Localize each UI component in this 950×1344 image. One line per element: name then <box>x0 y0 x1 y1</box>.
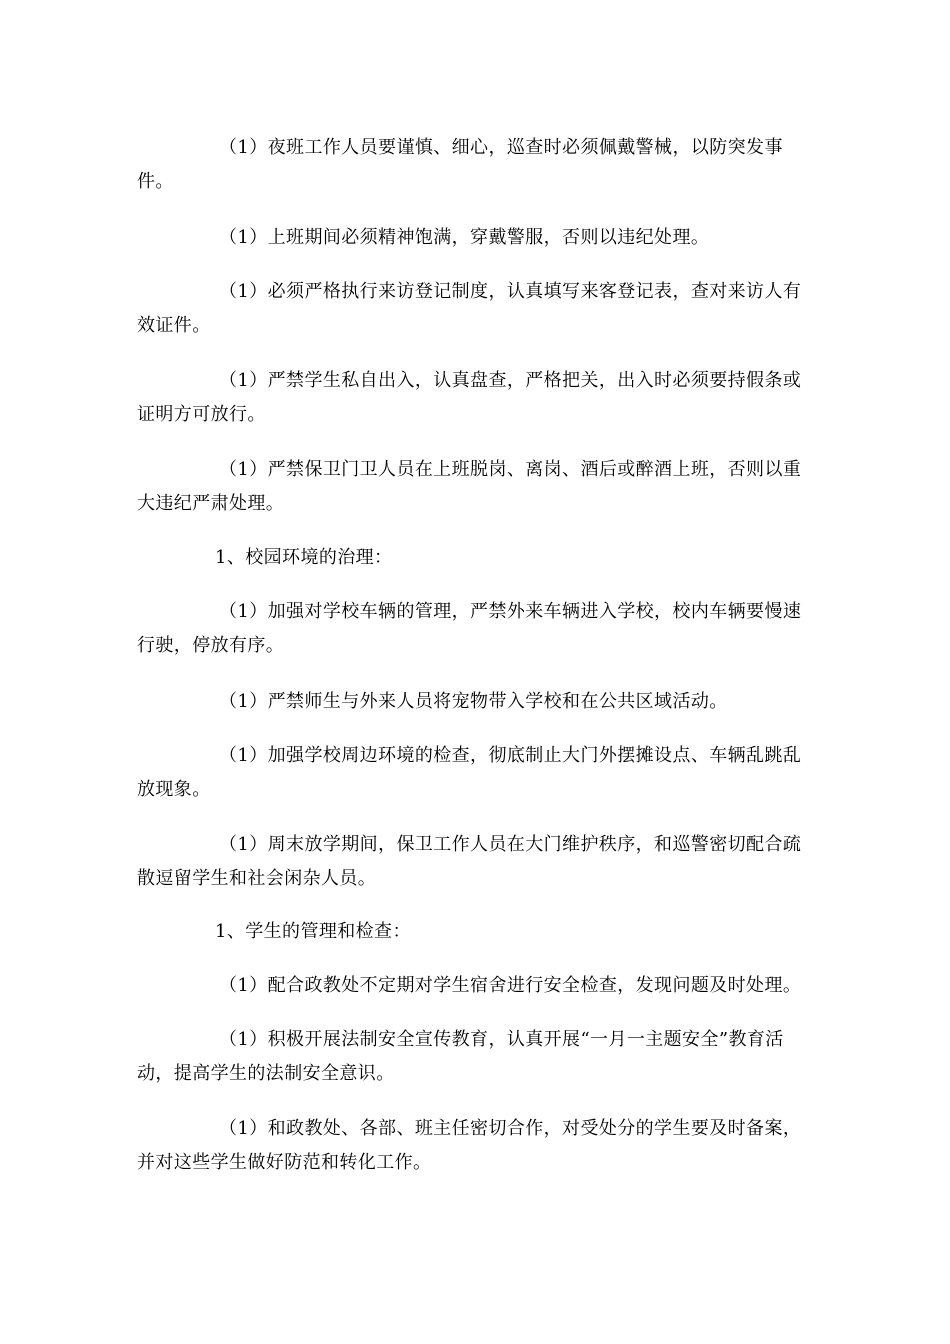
paragraph-vehicle-management: （1）加强对学校车辆的管理，严禁外来车辆进入学校，校内车辆要慢速行驶，停放有序。 <box>137 601 802 656</box>
paragraph-on-duty: （1）上班期间必须精神饱满，穿戴警服，否则以违纪处理。 <box>219 227 710 248</box>
paragraph-weekend-order: （1）周末放学期间，保卫工作人员在大门维护秩序，和巡警密切配合疏散逗留学生和社会闲杂人员。 <box>137 834 802 889</box>
paragraph-student-exit: （1）严禁学生私自出入，认真盘查，严格把关，出入时必须要持假条或证明方可放行。 <box>137 370 802 425</box>
paragraph-night-shift: （1）夜班工作人员要谨慎、细心，巡查时必须佩戴警械，以防突发事件。 <box>137 137 783 192</box>
paragraph-pets: （1）严禁师生与外来人员将宠物带入学校和在公共区域活动。 <box>219 691 728 712</box>
paragraph-guard-discipline: （1）严禁保卫门卫人员在上班脱岗、离岗、酒后或醉酒上班，否则以重大违纪严肃处理。 <box>137 459 802 514</box>
paragraph-visitor-registration: （1）必须严格执行来访登记制度，认真填写来客登记表，查对来访人有效证件。 <box>137 281 802 336</box>
paragraph-disciplined-students: （1）和政教处、各部、班主任密切合作，对受处分的学生要及时备案，并对这些学生做好防范和转化工作。 <box>137 1118 802 1173</box>
paragraph-dorm-inspection: （1）配合政教处不定期对学生宿舍进行安全检查，发现问题及时处理。 <box>219 975 802 996</box>
paragraph-surroundings: （1）加强学校周边环境的检查，彻底制止大门外摆摊设点、车辆乱跳乱放现象。 <box>137 745 802 800</box>
section-heading-campus-environment: 1、校园环境的治理： <box>215 547 393 568</box>
section-heading-student-management: 1、学生的管理和检查： <box>215 921 411 942</box>
paragraph-legal-education: （1）积极开展法制安全宣传教育，认真开展“一月一主题安全”教育活动，提高学生的法制安全意识。 <box>137 1029 784 1084</box>
